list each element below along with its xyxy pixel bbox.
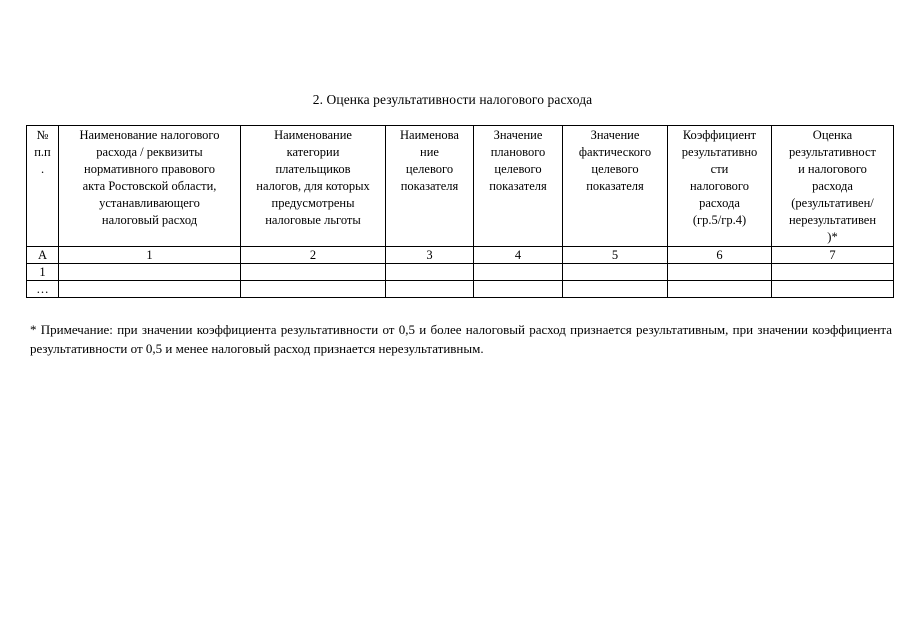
table-cell: 6 — [668, 247, 772, 264]
table-cell: 1 — [59, 247, 241, 264]
header-cell-taxpayer-category: Наименование категории плательщиков налогов, для которых предусмотрены налоговые льготы — [241, 126, 386, 247]
table-cell — [386, 264, 474, 281]
table-cell — [474, 264, 563, 281]
header-cell-target-indicator-name: Наименова ние целевого показателя — [386, 126, 474, 247]
table-cell — [772, 281, 894, 298]
table-cell — [772, 264, 894, 281]
table-cell — [59, 264, 241, 281]
header-cell-efficiency-coefficient: Коэффициент результативно сти налогового расхода (гр.5/гр.4) — [668, 126, 772, 247]
table-cell: А — [27, 247, 59, 264]
header-cell-actual-value: Значение фактического целевого показателя — [563, 126, 668, 247]
table-cell: … — [27, 281, 59, 298]
table-cell — [386, 281, 474, 298]
table-cell — [668, 281, 772, 298]
table-cell: 4 — [474, 247, 563, 264]
assessment-table — [26, 125, 894, 298]
table-cell: 5 — [563, 247, 668, 264]
section-title: 2. Оценка результативности налогового расхода — [312, 92, 593, 107]
table-cell: 3 — [386, 247, 474, 264]
table-row — [27, 247, 894, 264]
header-cell-tax-expense-name: Наименование налогового расхода / реквизиты нормативного правового акта Ростовской области, устанавливающего налоговый расход — [59, 126, 241, 247]
table-cell — [563, 264, 668, 281]
table-cell — [474, 281, 563, 298]
table-cell — [668, 264, 772, 281]
table-cell: 1 — [27, 264, 59, 281]
table-row — [27, 281, 894, 298]
header-cell-planned-value: Значение планового целевого показателя — [474, 126, 563, 247]
table-header-row — [27, 126, 894, 247]
table-cell — [59, 281, 241, 298]
table-row — [27, 264, 894, 281]
table-cell — [241, 281, 386, 298]
header-cell-efficiency-assessment: Оценка результативност и налогового расхода (результативен/ нерезультативен )* — [772, 126, 894, 247]
table-cell: 2 — [241, 247, 386, 264]
table-cell — [563, 281, 668, 298]
footnote: * Примечание: при значении коэффициента результативности от 0,5 и более налоговый расход признается результативным, при значении коэффициента результативности от 0,5 и менее налоговый расход признается нерезультативным. — [30, 322, 892, 356]
table-cell — [241, 264, 386, 281]
table-cell: 7 — [772, 247, 894, 264]
header-cell-number: № п.п . — [27, 126, 59, 247]
